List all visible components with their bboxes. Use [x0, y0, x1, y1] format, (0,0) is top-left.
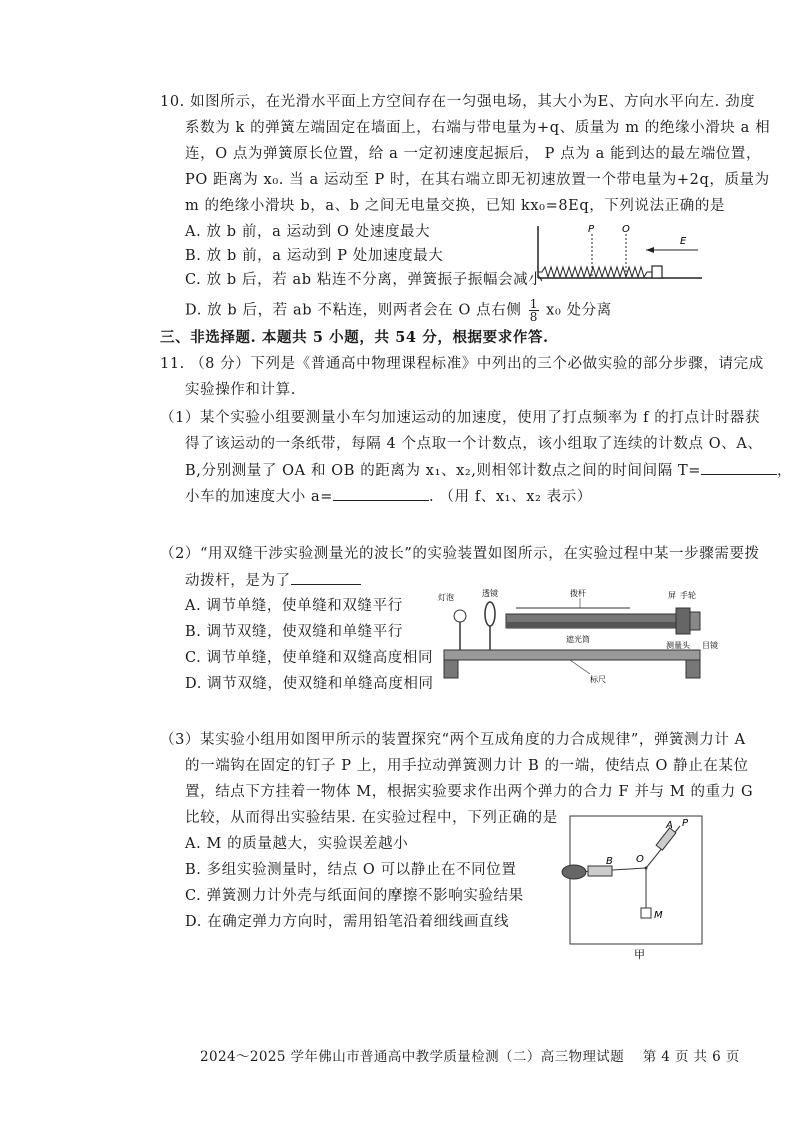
q11-p1-line-1: （1）某个实验小组要测量小车匀加速运动的加速度，使用了打点频率为 f 的打点计时器获 [160, 410, 761, 426]
q11-line-1: 11. （8 分）下列是《普通高中物理课程标准》中列出的三个必做实验的部分步骤，请完成 [160, 356, 764, 372]
q10-option-d-text: D. 放 b 后，若 ab 不粘连，则两者会在 O 点右侧 [185, 302, 522, 319]
fig-label-b: B [606, 856, 613, 867]
q10-line-2: 系数为 k 的弹簧左端固定在墙面上，右端与带电量为+q、质量为 m 的绝缘小滑块 a 相 [185, 120, 771, 136]
answer-blank-a[interactable] [333, 486, 429, 501]
label-eyepiece: 目镜 [702, 641, 718, 650]
q11-p2-line-1: （2）“用双缝干涉实验测量光的波长”的实验装置如图所示，在实验过程中某一步骤需要拨 [160, 546, 760, 562]
q11-p3-line-3: 置，结点下方挂着一物体 M，根据实验要求作出两个弹力的合力 F 并与 M 的重力 G [185, 784, 754, 800]
label-lamp: 灯泡 [438, 593, 454, 602]
double-slit-apparatus-figure [430, 588, 720, 688]
q10-option-c: C. 放 b 后，若 ab 粘连不分离，弹簧振子振幅会减小 [185, 272, 544, 288]
fig-label-m: M [654, 910, 663, 921]
q10-line-4: PO 距离为 x₀. 当 a 运动至 P 时，在其右端立即无初速放置一个带电量为+2q，质量为 [185, 172, 770, 188]
q11-p3-option-b: B. 多组实验测量时，结点 O 可以静止在不同位置 [185, 862, 517, 878]
label-lens: 透镜 [482, 589, 498, 598]
fraction-one-eighth [529, 298, 539, 323]
page-footer: 2024～2025 学年佛山市普通高中教学质量检测（二）高三物理试题 第 4 页 共 6 页 [200, 1049, 740, 1065]
q11-p3-option-d: D. 在确定弹力方向时，需用铅笔沿着细线画直线 [185, 914, 510, 930]
q11-p3-option-a: A. M 的质量越大，实验误差越小 [185, 836, 409, 852]
q11-p1-line-4 [185, 486, 592, 507]
q11-p1-line-2: 得了该运动的一条纸带，每隔 4 个点取一个计数点，该小组取了连续的计数点 O、A、 [185, 436, 763, 452]
q11-p2-option-b: B. 调节双缝，使双缝和单缝平行 [185, 624, 403, 640]
q11-p2-line-2 [185, 570, 361, 591]
label-measure-head: 测量头 [666, 641, 690, 650]
figure-caption-jia: 甲 [634, 948, 645, 961]
q10-option-b: B. 放 b 前，a 运动到 P 处加速度最大 [185, 248, 444, 264]
q11-p3-option-c: C. 弹簧测力计外壳与纸面间的摩擦不影响实验结果 [185, 888, 524, 904]
q11-p1-line-3 [185, 460, 792, 481]
q11-p2-option-a: A. 调节单缝，使单缝和双缝平行 [185, 598, 403, 614]
fig-label-p: P [588, 224, 595, 235]
q11-p1-line-4-text: 小车的加速度大小 a= [185, 489, 334, 505]
q11-p1-line-3-end: ， [777, 463, 793, 479]
q11-line-2: 实验操作和计算. [185, 382, 296, 398]
q10-spring-figure [530, 222, 710, 286]
q11-p2-option-c: C. 调节单缝，使单缝和双缝高度相同 [185, 650, 434, 666]
force-composition-figure [548, 812, 708, 962]
q10-line-3: 连，O 点为弹簧原长位置，给 a 一定初速度起振后， P 点为 a 能到达的最左端位置， [185, 146, 762, 162]
q10-option-a: A. 放 b 前，a 运动到 O 处速度最大 [185, 224, 431, 240]
q10-line-1: 10. 如图所示，在光滑水平面上方空间存在一匀强电场，其大小为E、方向水平向左. 劲度 [160, 94, 756, 110]
section-3-heading: 三、非选择题. 本题共 5 小题，共 54 分，根据要求作答. [160, 329, 549, 346]
q11-p1-line-3-text: B,分别测量了 OA 和 OB 的距离为 x₁、x₂,则相邻计数点之间的时间间隔 T= [185, 463, 702, 479]
fig-label-e: E [680, 236, 687, 247]
fraction-numerator: 1 [529, 297, 538, 311]
q11-p3-line-4: 比较，从而得出实验结果. 在实验过程中，下列正确的是 [185, 810, 558, 826]
q11-p2-option-d: D. 调节双缝，使双缝和单缝高度相同 [185, 676, 434, 692]
fig-label-a: A [666, 820, 673, 831]
q11-p2-line-2-text: 动拨杆，是为了 [185, 573, 291, 589]
q11-p1-line-4-tail: . （用 f、x₁、x₂ 表示） [429, 489, 592, 505]
answer-blank-t[interactable] [701, 460, 777, 475]
q11-p3-line-1: （3）某实验小组用如图甲所示的装置探究“两个互成角度的力合成规律”，弹簧测力计 A [160, 732, 746, 748]
fraction-denominator: 8 [529, 310, 538, 324]
fig-label-p3: P [682, 818, 689, 829]
fig-label-o: O [622, 224, 630, 235]
label-ruler: 标尺 [590, 675, 606, 684]
label-wheel: 手轮 [680, 591, 696, 600]
q10-line-5: m 的绝缘小滑块 b，a、b 之间无电量交换，已知 kx₀=8Eq，下列说法正确的是 [185, 198, 726, 214]
q10-option-d-tail: x₀ 处分离 [546, 302, 612, 319]
label-screen: 屏 [668, 591, 676, 600]
label-lever: 拨杆 [570, 589, 586, 598]
answer-blank-p2[interactable] [291, 570, 361, 585]
q11-p3-line-2: 的一端钩在固定的钉子 P 上，用手拉动弹簧测力计 B 的一端，使结点 O 静止在某位 [185, 758, 749, 774]
q10-option-d [185, 298, 612, 323]
label-tube: 遮光筒 [566, 635, 590, 644]
fig-label-o3: O [636, 854, 644, 865]
